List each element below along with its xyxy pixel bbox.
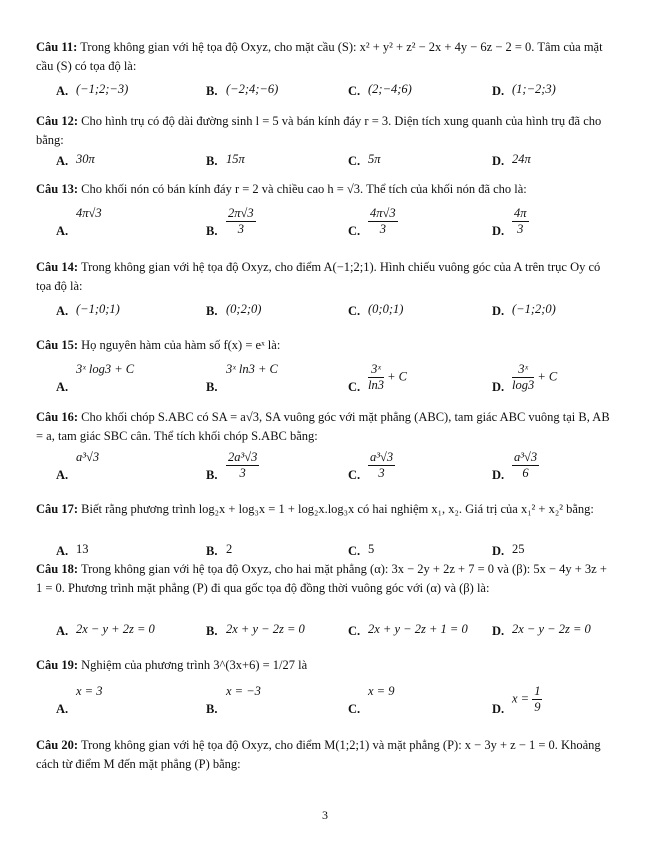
option-key: B. — [206, 380, 218, 394]
question-20 — [36, 736, 616, 774]
fraction-denominator: 3 — [378, 466, 385, 480]
option-value: (1;−2;3) — [512, 82, 556, 96]
question-text: Cho khối nón có bán kính đáy r = 2 và chiều cao h = √3. Thể tích của khối nón đã cho là: — [81, 182, 527, 196]
option-key: A. — [56, 154, 69, 168]
option-key: A. — [56, 224, 69, 238]
option-value: 15π — [226, 152, 245, 166]
option-tail: + C — [537, 369, 558, 384]
option-value: 25 — [512, 542, 525, 556]
options-13 — [36, 206, 616, 246]
question-19 — [36, 656, 616, 675]
option-value: (−1;2;0) — [512, 302, 556, 316]
question-17 — [36, 500, 616, 519]
option-key: B. — [206, 468, 218, 482]
option-value: x = −3 — [226, 684, 261, 698]
option-value: 30π — [76, 152, 95, 166]
question-label: Câu 13: — [36, 182, 79, 196]
option-tail: + C — [387, 369, 408, 384]
option-value: 3ˣ log3 + C — [76, 362, 135, 376]
option-key: A. — [56, 380, 69, 394]
question-text: Cho khối chóp S.ABC có SA = a√3, SA vuông góc với mặt phẳng (ABC), tam giác ABC vuông tại B, AB = a, tam giác SBC cân. Thể tích khối chóp S.ABC bằng: — [36, 410, 610, 443]
option-key: C. — [348, 154, 361, 168]
question-16 — [36, 408, 616, 446]
question-label: Câu 20: — [36, 738, 79, 752]
option-key: A. — [56, 84, 69, 98]
option-key: C. — [348, 702, 361, 716]
question-label: Câu 14: — [36, 260, 79, 274]
option-key: C. — [348, 84, 361, 98]
option-key: D. — [492, 304, 505, 318]
option-value: 2x + y − 2z + 1 = 0 — [368, 622, 468, 636]
fraction-denominator: 9 — [534, 700, 541, 714]
fraction-denominator: 3 — [379, 222, 386, 236]
fraction-numerator: a³√3 — [514, 450, 538, 464]
question-label: Câu 11: — [36, 40, 78, 54]
question-14 — [36, 258, 616, 296]
question-label: Câu 19: — [36, 658, 79, 672]
question-text: Cho hình trụ có độ dài đường sinh l = 5 và bán kính đáy r = 3. Diện tích xung quanh của hình trụ đã cho bằng: — [36, 114, 602, 147]
options-19 — [36, 684, 616, 724]
options-16 — [36, 450, 616, 490]
fraction-denominator: 3 — [239, 466, 246, 480]
question-label: Câu 12: — [36, 114, 79, 128]
option-key: B. — [206, 154, 218, 168]
option-value: (−2;4;−6) — [226, 82, 279, 96]
fraction-denominator: 3 — [237, 222, 244, 236]
fraction-numerator: 4π√3 — [370, 206, 396, 220]
option-key: C. — [348, 224, 361, 238]
fraction-denominator: 3 — [517, 222, 524, 236]
option-value: 2 — [226, 542, 233, 556]
fraction-numerator: a³√3 — [370, 450, 394, 464]
fraction-numerator: 3ˣ — [368, 362, 384, 378]
option-value: x = 9 — [368, 684, 395, 698]
option-value: 24π — [512, 152, 531, 166]
question-13 — [36, 180, 616, 199]
option-key: D. — [492, 84, 505, 98]
fraction-numerator: 3ˣ — [512, 362, 534, 378]
option-key: C. — [348, 380, 361, 394]
fraction-denominator: log3 — [512, 378, 535, 392]
option-key: B. — [206, 544, 218, 558]
question-text: Nghiệm của phương trình 3^(3x+6) = 1/27 là — [81, 658, 308, 672]
option-key: D. — [492, 624, 505, 638]
option-key: B. — [206, 304, 218, 318]
option-key: C. — [348, 304, 361, 318]
question-label: Câu 17: — [36, 502, 79, 516]
option-key: D. — [492, 544, 505, 558]
option-key: A. — [56, 304, 69, 318]
option-key: B. — [206, 84, 218, 98]
option-value: 3ˣ ln3 + C — [226, 362, 278, 376]
option-value: 2x − y + 2z = 0 — [76, 622, 155, 636]
option-value: 2x − y − 2z = 0 — [512, 622, 591, 636]
option-key: C. — [348, 544, 361, 558]
question-text: Trong không gian với hệ tọa độ Oxyz, cho điểm A(−1;2;1). Hình chiếu vuông góc của A trên trục Oy có tọa độ là: — [36, 260, 601, 293]
option-prefix: x = — [512, 691, 530, 706]
option-key: D. — [492, 380, 505, 394]
option-key: A. — [56, 468, 69, 482]
question-18 — [36, 560, 616, 598]
options-15 — [36, 362, 616, 402]
option-value: 13 — [76, 542, 89, 556]
question-12 — [36, 112, 616, 150]
question-11 — [36, 38, 616, 76]
fraction-numerator: 2a³√3 — [228, 450, 258, 464]
option-key: B. — [206, 624, 218, 638]
option-value: 5π — [368, 152, 381, 166]
options-18 — [36, 620, 616, 660]
option-value: (0;0;1) — [368, 302, 404, 316]
option-key: C. — [348, 624, 361, 638]
question-text: Họ nguyên hàm của hàm số f(x) = eˣ là: — [81, 338, 281, 352]
option-key: A. — [56, 702, 69, 716]
option-value: (−1;2;−3) — [76, 82, 129, 96]
question-text: Trong không gian với hệ tọa độ Oxyz, cho điểm M(1;2;1) và mặt phẳng (P): x − 3y + z − 1 = 0. Khoảng cách từ điểm M đến mặt phẳng (P) bằng: — [36, 738, 601, 771]
option-key: D. — [492, 154, 505, 168]
fraction-numerator: 1 — [534, 684, 541, 698]
option-value: 4π√3 — [76, 206, 102, 220]
option-key: A. — [56, 544, 69, 558]
question-text: Biết rằng phương trình log₂x + log₃x = 1 + log₂x.log₃x có hai nghiệm x₁, x₂. Giá trị của x₁² + x₂² bằng: — [81, 502, 594, 516]
fraction-numerator: 2π√3 — [228, 206, 254, 220]
options-14 — [36, 300, 616, 340]
option-value: a³√3 — [76, 450, 100, 464]
option-key: B. — [206, 224, 218, 238]
option-value: x = 3 — [76, 684, 103, 698]
fraction-numerator: 4π — [514, 206, 527, 220]
question-15 — [36, 336, 616, 355]
option-key: A. — [56, 624, 69, 638]
option-value: 2x + y − 2z = 0 — [226, 622, 305, 636]
option-value: 5 — [368, 542, 375, 556]
question-label: Câu 15: — [36, 338, 79, 352]
page-number: 3 — [322, 808, 328, 822]
fraction-denominator: 6 — [522, 466, 529, 480]
option-value: (−1;0;1) — [76, 302, 120, 316]
option-key: B. — [206, 702, 218, 716]
option-key: D. — [492, 702, 505, 716]
option-value: (0;2;0) — [226, 302, 262, 316]
option-key: D. — [492, 224, 505, 238]
question-label: Câu 18: — [36, 562, 79, 576]
option-key: C. — [348, 468, 361, 482]
question-text: Trong không gian với hệ tọa độ Oxyz, cho mặt cầu (S): x² + y² + z² − 2x + 4y − 6z − 2 = 0. Tâm của mặt cầu (S) có tọa độ là: — [36, 40, 603, 73]
option-key: D. — [492, 468, 505, 482]
question-text: Trong không gian với hệ tọa độ Oxyz, cho hai mặt phẳng (α): 3x − 2y + 2z + 7 = 0 và (β): 5x − 4y + 3z + 1 = 0. Phương trình mặt phẳng (P) đi qua gốc tọa độ đồng thời vuông góc với (α) và (β) là: — [36, 562, 607, 595]
fraction-denominator: ln3 — [368, 378, 384, 392]
option-value: (2;−4;6) — [368, 82, 412, 96]
question-label: Câu 16: — [36, 410, 79, 424]
